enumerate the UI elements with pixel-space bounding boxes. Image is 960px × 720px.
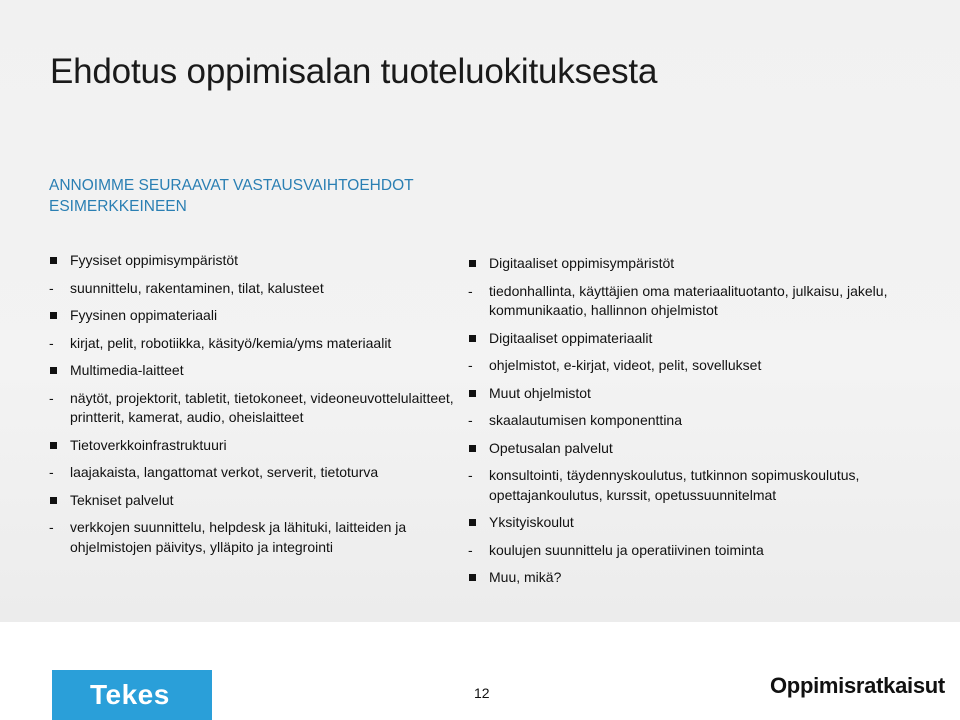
item-text: ohjelmistot, e-kirjat, videot, pelit, sovellukset <box>489 357 762 373</box>
item-text: skaalautumisen komponenttina <box>489 412 683 428</box>
spacer <box>468 560 888 568</box>
item-text: Muu, mikä? <box>489 569 562 585</box>
spacer <box>468 321 888 329</box>
item-text: Digitaaliset oppimateriaalit <box>489 329 653 346</box>
left-item-detail <box>49 334 459 354</box>
item-text: Tietoverkkoinfrastruktuuri <box>70 436 227 453</box>
item-text: Muut ohjelmistot <box>489 384 591 401</box>
dash-bullet-icon: - <box>468 357 473 373</box>
right-item-heading <box>468 439 888 459</box>
spacer <box>49 353 459 361</box>
spacer <box>49 510 459 518</box>
spacer <box>468 403 888 411</box>
brand-logo: Oppimisratkaisut <box>770 673 945 698</box>
left-item-heading <box>49 306 459 326</box>
right-item-heading <box>468 568 888 588</box>
right-item-detail <box>468 411 888 431</box>
spacer <box>49 298 459 306</box>
left-item-heading <box>49 491 459 511</box>
left-item-detail <box>49 518 459 557</box>
subtitle-line-2: ESIMERKKEINEEN <box>49 198 187 215</box>
subtitle-line-1: ANNOIMME SEURAAVAT VASTAUSVAIHTOEHDOT <box>49 177 414 194</box>
dash-bullet-icon: - <box>468 412 473 428</box>
left-column <box>49 251 459 557</box>
spacer <box>468 505 888 513</box>
spacer <box>468 376 888 384</box>
dash-bullet-icon: - <box>49 279 54 296</box>
item-text: tiedonhallinta, käyttäjien oma materiaalituotanto, julkaisu, jakelu, kommunikaatio, hallinnon ohjelmistot <box>489 282 888 318</box>
right-column <box>468 254 888 588</box>
slide-subtitle <box>49 175 414 217</box>
dash-bullet-icon: - <box>468 282 473 299</box>
right-item-heading <box>468 329 888 349</box>
spacer <box>49 455 459 463</box>
right-item-detail <box>468 282 888 321</box>
spacer <box>49 483 459 491</box>
item-text: Tekniset palvelut <box>70 491 174 508</box>
item-text: laajakaista, langattomat verkot, serverit, tietoturva <box>70 464 379 480</box>
item-text: Opetusalan palvelut <box>489 439 613 456</box>
left-item-heading <box>49 251 459 271</box>
item-text: Multimedia-laitteet <box>70 362 184 378</box>
spacer <box>468 533 888 541</box>
spacer <box>468 348 888 356</box>
right-item-heading <box>468 513 888 533</box>
left-item-detail <box>49 463 459 483</box>
spacer <box>468 274 888 282</box>
right-item-heading <box>468 254 888 274</box>
spacer <box>49 271 459 279</box>
right-item-heading <box>468 384 888 404</box>
item-text: verkkojen suunnittelu, helpdesk ja lähituki, laitteiden ja ohjelmistojen päivitys, ylläpito ja integrointi <box>70 519 407 555</box>
right-item-detail <box>468 541 888 561</box>
right-item-detail <box>468 356 888 376</box>
dash-bullet-icon: - <box>49 519 54 535</box>
item-text: kirjat, pelit, robotiikka, käsityö/kemia/yms materiaalit <box>70 334 392 351</box>
item-text: näytöt, projektorit, tabletit, tietokoneet, videoneuvottelulaitteet, printterit, kamerat, audio, oheislaitteet <box>70 389 454 425</box>
spacer <box>468 458 888 466</box>
spacer <box>49 428 459 436</box>
left-item-heading <box>49 436 459 456</box>
item-text: konsultointi, täydennyskoulutus, tutkinnon sopimuskoulutus, opettajankoulutus, kurssit, opetussuunnitelmat <box>489 467 860 503</box>
dash-bullet-icon: - <box>49 334 54 351</box>
tekes-logo-text: Tekes <box>90 679 170 710</box>
dash-bullet-icon: - <box>49 389 54 406</box>
left-item-heading <box>49 361 459 381</box>
slide-title: Ehdotus oppimisalan tuoteluokituksesta <box>50 52 658 91</box>
dash-bullet-icon: - <box>468 467 473 483</box>
right-item-detail <box>468 466 888 505</box>
left-item-detail <box>49 389 459 428</box>
item-text: suunnittelu, rakentaminen, tilat, kalusteet <box>70 279 324 296</box>
page-number: 12 <box>474 685 490 701</box>
spacer <box>468 431 888 439</box>
item-text: koulujen suunnittelu ja operatiivinen toiminta <box>489 541 764 558</box>
left-item-detail <box>49 279 459 299</box>
dash-bullet-icon: - <box>468 541 473 558</box>
dash-bullet-icon: - <box>49 464 54 480</box>
item-text: Yksityiskoulut <box>489 514 574 530</box>
item-text: Digitaaliset oppimisympäristöt <box>489 255 675 271</box>
spacer <box>49 381 459 389</box>
spacer <box>49 326 459 334</box>
item-text: Fyysinen oppimateriaali <box>70 307 218 323</box>
item-text: Fyysiset oppimisympäristöt <box>70 252 239 268</box>
tekes-logo <box>52 670 212 720</box>
